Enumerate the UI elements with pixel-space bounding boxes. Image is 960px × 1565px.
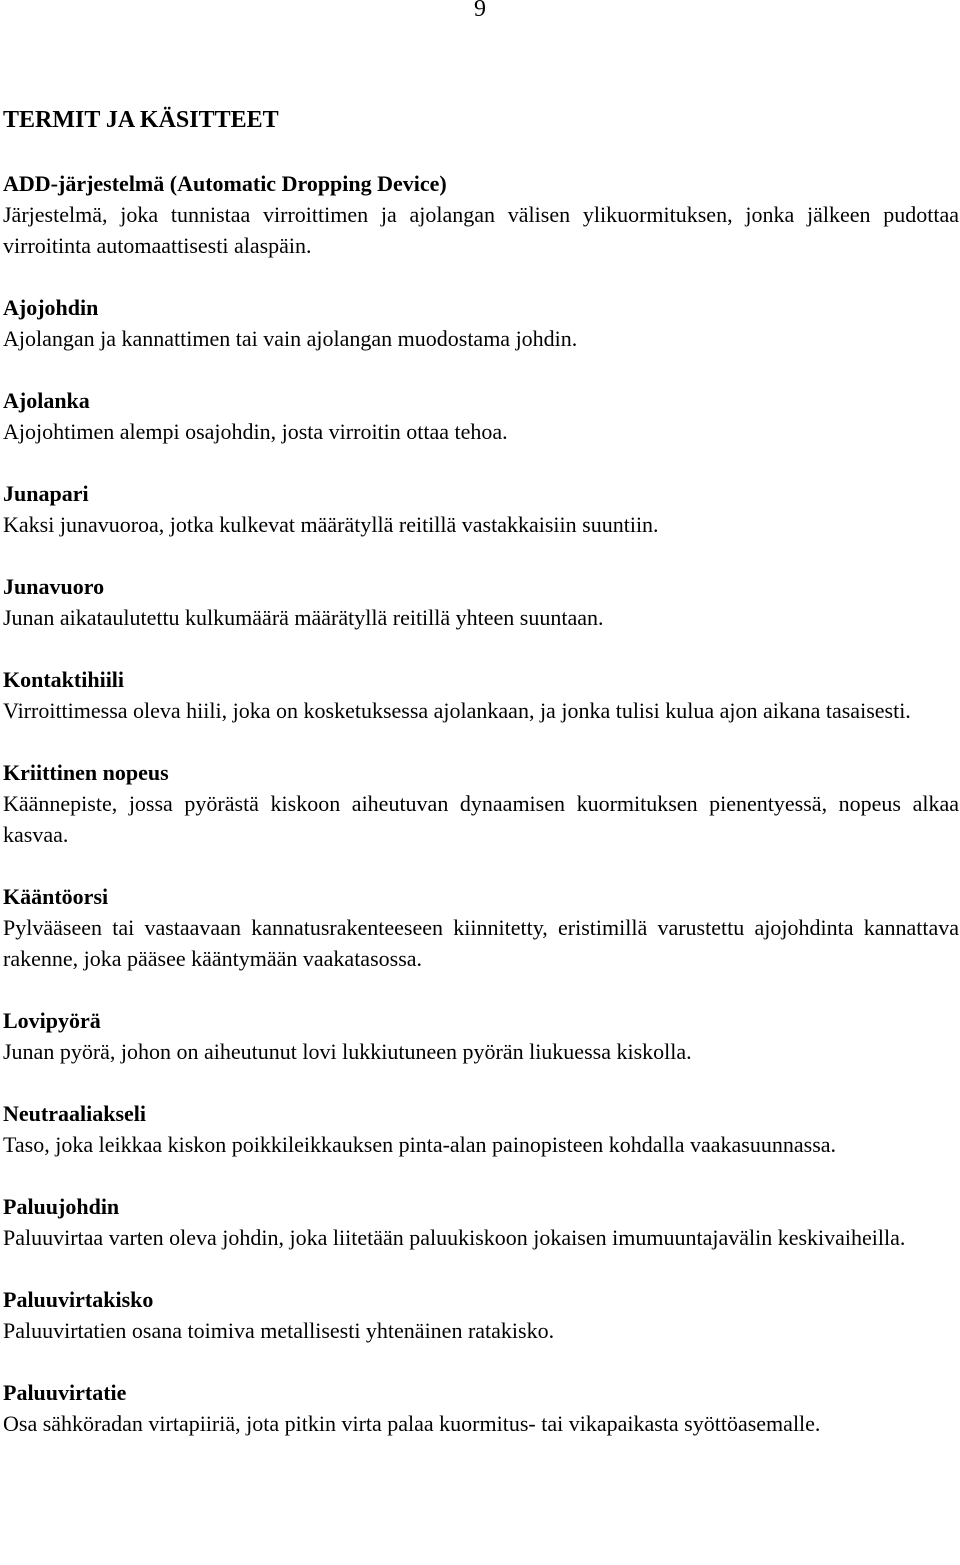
term-definition: Osa sähköradan virtapiiriä, jota pitkin virta palaa kuormitus- tai vikapaikasta syöttöasemalle. — [3, 1411, 821, 1436]
term-entry-kontaktihiili — [3, 664, 959, 726]
term-name: Kääntöorsi — [3, 884, 109, 909]
term-definition: Paluuvirtatien osana toimiva metallisesti yhtenäinen ratakisko. — [3, 1318, 555, 1343]
term-name: ADD-järjestelmä (Automatic Dropping Device) — [3, 171, 447, 196]
term-definition: Junan pyörä, johon on aiheutunut lovi lukkiutuneen pyörän liukuessa kiskolla. — [3, 1039, 692, 1064]
term-entry-lovipyora — [3, 1005, 959, 1067]
term-name: Lovipyörä — [3, 1008, 101, 1033]
term-entry-kriittinen-nopeus — [3, 757, 959, 850]
section-title: TERMIT JA KÄSITTEET — [3, 107, 279, 133]
term-entry-kaantoorsi — [3, 881, 959, 974]
term-entry-junavuoro — [3, 571, 959, 633]
term-name: Junapari — [3, 481, 89, 506]
term-name: Kontaktihiili — [3, 667, 125, 692]
term-name: Paluuvirtakisko — [3, 1287, 154, 1312]
term-name: Neutraaliakseli — [3, 1101, 146, 1126]
term-name: Ajojohdin — [3, 295, 99, 320]
term-entry-junapari — [3, 478, 959, 540]
term-definition: Ajolangan ja kannattimen tai vain ajolangan muodostama johdin. — [3, 326, 578, 351]
term-name: Ajolanka — [3, 388, 90, 413]
term-definition: Taso, joka leikkaa kiskon poikkileikkauksen pinta-alan painopisteen kohdalla vaakasuunnassa. — [3, 1132, 837, 1157]
term-definition: Virroittimessa oleva hiili, joka on kosketuksessa ajolankaan, ja jonka tulisi kulua ajon aikana tasaisesti. — [3, 698, 911, 723]
term-name: Paluuvirtatie — [3, 1380, 127, 1405]
term-name: Junavuoro — [3, 574, 105, 599]
term-entry-paluujohdin — [3, 1191, 959, 1253]
term-entry-add — [3, 168, 959, 261]
term-entry-ajojohdin — [3, 292, 959, 354]
term-definition: Ajojohtimen alempi osajohdin, josta virroitin ottaa tehoa. — [3, 419, 508, 444]
term-entry-ajolanka — [3, 385, 959, 447]
term-definition: Kaksi junavuoroa, jotka kulkevat määrätyllä reitillä vastakkaisiin suuntiin. — [3, 512, 659, 537]
term-name: Paluujohdin — [3, 1194, 120, 1219]
term-entry-neutraaliakseli — [3, 1098, 959, 1160]
term-entry-paluuvirtakisko — [3, 1284, 959, 1346]
term-definition: Junan aikataulutettu kulkumäärä määrätyllä reitillä yhteen suuntaan. — [3, 605, 604, 630]
term-entry-paluuvirtatie — [3, 1377, 959, 1439]
term-definition: Käännepiste, jossa pyörästä kiskoon aiheutuvan dynaamisen kuormituksen pienentyessä, nopeus alkaa kasvaa. — [3, 791, 959, 847]
term-definition: Järjestelmä, joka tunnistaa virroittimen ja ajolangan välisen ylikuormituksen, jonka jälkeen pudottaa virroitinta automaattisesti alaspäin. — [3, 202, 959, 258]
term-name: Kriittinen nopeus — [3, 760, 169, 785]
term-definition: Pylvääseen tai vastaavaan kannatusrakenteeseen kiinnitetty, eristimillä varustettu ajojohdinta kannattava rakenne, joka pääsee kääntymään vaakatasossa. — [3, 915, 959, 971]
document-body — [3, 104, 959, 1470]
page-number: 9 — [474, 0, 486, 22]
term-definition: Paluuvirtaa varten oleva johdin, joka liitetään paluukiskoon jokaisen imumuuntajavälin keskivaiheilla. — [3, 1225, 906, 1250]
